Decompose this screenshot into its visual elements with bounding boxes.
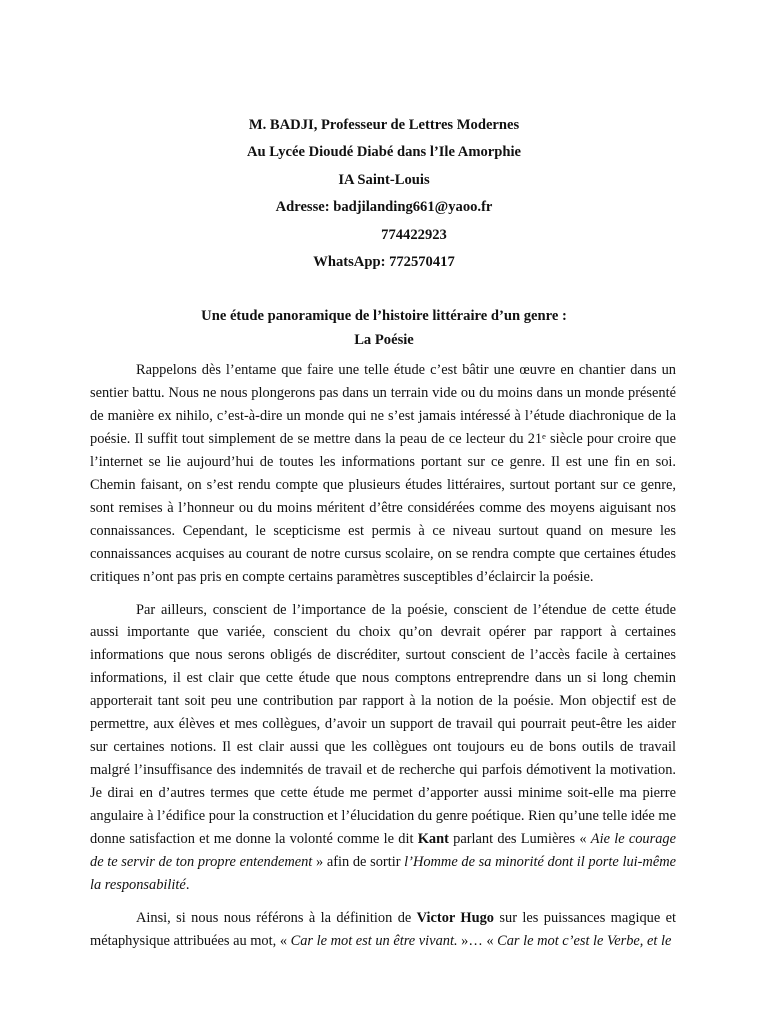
kant-quote: Aie le courage de te servir de ton propre entendement: [90, 831, 676, 871]
school-line: Au Lycée Dioudé Diabé dans l’Ile Amorphie: [246, 144, 522, 161]
paragraph-2-text-b: parlant des Lumières «: [448, 831, 591, 848]
paragraph-2-text-c: » afin de sortir: [312, 854, 405, 871]
paragraph-3: [90, 907, 676, 953]
hugo-quote-1: Car le mot est un être vivant.: [290, 932, 458, 949]
author-header: [0, 112, 768, 276]
document-title: Une étude panoramique de l’histoire littéraire d’un genre :: [201, 308, 567, 324]
paragraph-2-text-d: .: [185, 876, 190, 893]
document-subtitle: La Poésie: [354, 332, 414, 348]
paragraph-3-text-a: Ainsi, si nous nous référons à la définition de: [136, 909, 417, 926]
phone-line: 774422923: [381, 226, 447, 243]
hugo-name: Victor Hugo: [416, 909, 495, 926]
academy-line: IA Saint-Louis: [338, 171, 430, 188]
email-line: Adresse: badjilanding661@yaoo.fr: [275, 199, 493, 216]
kant-quote-2: l’Homme de sa minorité dont il porte lui-même la responsabilité: [90, 854, 676, 893]
paragraph-1: Rappelons dès l’entame que faire une telle étude c’est bâtir une œuvre en chantier dans un sentier battu. Nous ne nous plongerons pas dans un terrain vide ou du moins dans un monde présenté de manière ex nihilo, c’est-à-dire un monde qui ne s’est jamais intéressé à l’étude diachronique de la poésie. Il suffit tout simplement de se mettre dans la peau de ce lecteur du 21ᵉ siècle pour croire que l’internet se lie aujourd’hui de toutes les informations portant sur ce genre. Il est une fin en soi. Chemin faisant, on s’est rendu compte que plusieurs études littéraires, surtout portant sur ce genre, sont remises à l’honneur ou du moins méritent d’être considérées comme des moyens aiguisant nos connaissances. Cependant, le scepticisme est permis à ce niveau surtout quand on mesure les connaissances acquises au courant de notre cursus scolaire, on se rendra compte que certaines études critiques n’ont pas pris en compte certains paramètres susceptibles d’éclaircir la poésie.: [90, 362, 676, 585]
kant-name: Kant: [417, 831, 449, 848]
paragraph-3-text-b: sur les puissances magique et métaphysique attribuées au mot, «: [90, 909, 676, 949]
paragraph-2: [90, 599, 676, 897]
paragraph-3-text-c: »… «: [457, 932, 498, 949]
whatsapp-line: WhatsApp: 772570417: [313, 254, 455, 271]
hugo-quote-2: Car le mot c’est le Verbe, et le: [497, 932, 672, 949]
paragraph-2-text-a: Par ailleurs, conscient de l’importance de la poésie, conscient de l’étendue de cette étude aussi importante que variée, conscient du choix qu’on devrait opérer par rapport à certaines informations que nous serons obligés de discréditer, surtout conscient de l’accès facile à certaines informations, il est clair que cette étude que nous comptons entreprendre dans un si long chemin apporterait tant soit peu une contribution par rapport à la notion de la poésie. Mon objectif est de permettre, aux élèves et mes collègues, d’avoir un support de travail qui pourrait peut-être les aider sur certaines notions. Il est clair aussi que les collègues ont toujours eu de bons outils de travail malgré l’insuffisance des indemnités de travail et de recherche qui parfois démotivent la motivation. Je dirai en d’autres termes que cette étude me permet d’apporter aussi minime soit-elle ma pierre angulaire à l’édifice pour la construction et l’élucidation du genre poétique. Rien qu’une telle idée me donne satisfaction et me donne la volonté comme le dit: [90, 601, 676, 848]
document-body: [90, 359, 676, 953]
author-name-line: M. BADJI, Professeur de Lettres Modernes: [248, 117, 520, 133]
document-titles: [0, 304, 768, 352]
